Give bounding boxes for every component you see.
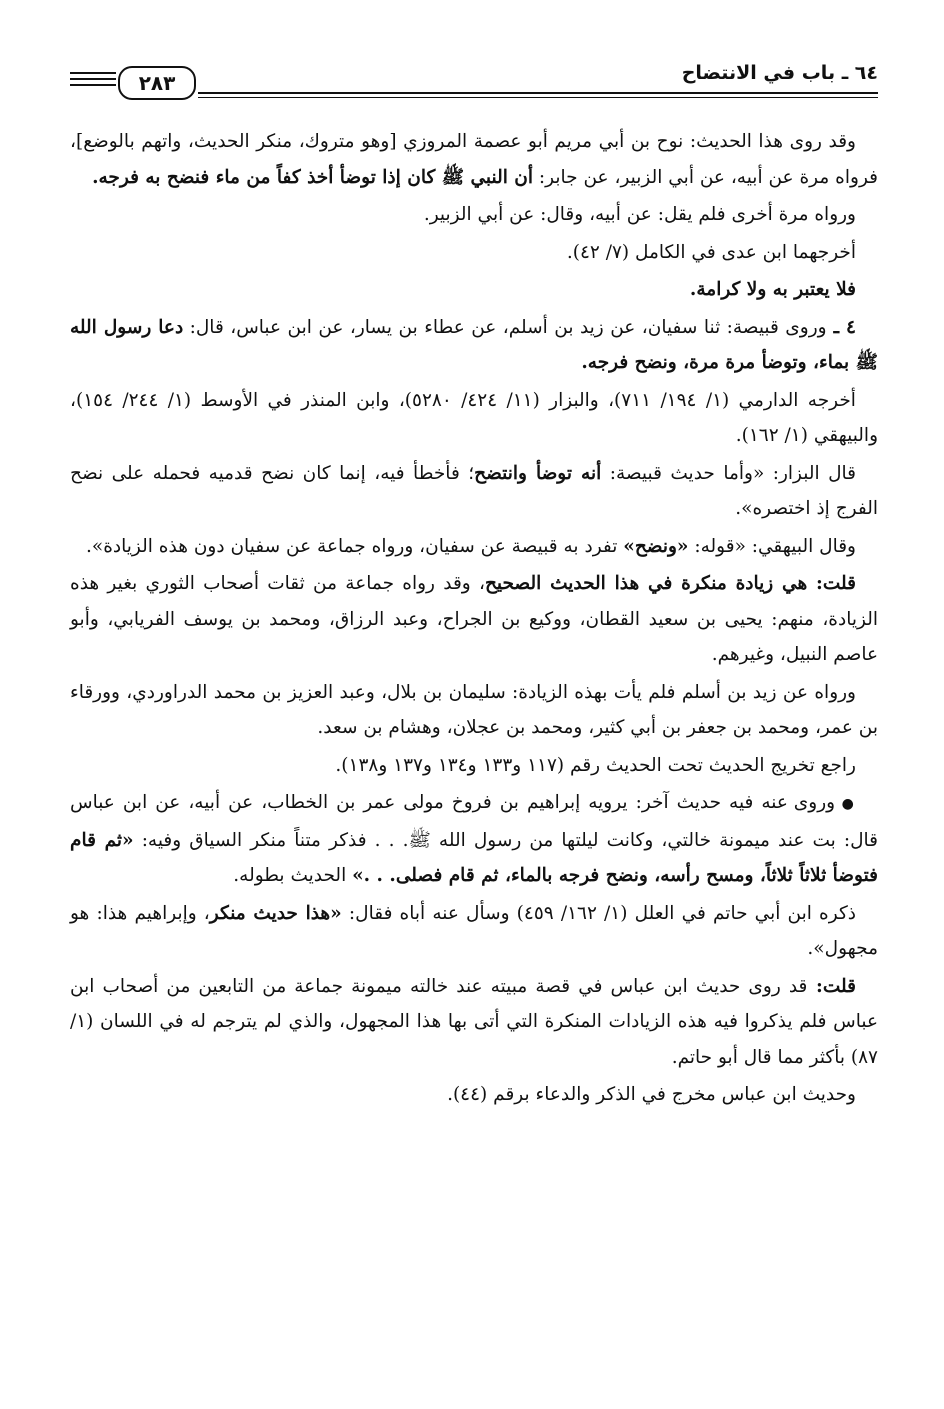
- page-body: [70, 124, 878, 1115]
- text-run: وقال البيهقي: «قوله:: [688, 535, 856, 557]
- header-rule: [198, 92, 878, 98]
- paragraph: [70, 675, 878, 746]
- bold-text: أنه توضأ وانتضح: [474, 462, 602, 484]
- decorative-lines: [70, 72, 116, 90]
- paragraph: [70, 272, 878, 308]
- text-run: ورواه عن زيد بن أسلم فلم يأت بهذه الزيادة: سليمان بن بلال، وعبد العزيز بن محمد الدراوردي، وورقاء بن عمر، ومحمد بن جعفر بن أبي كثير، ومحمد بن عجلان، وهشام بن سعد.: [70, 681, 878, 738]
- bold-text: أن النبي ﷺ كان إذا توضأ أخذ كفاً من ماء فنضح به فرجه.: [92, 166, 534, 188]
- text-run: قد روى حديث ابن عباس في قصة مبيته عند خالته ميمونة جماعة من التابعين من أصحاب ابن عباس فلم يذكروا فيه هذه الزيادات المنكرة التي أتى بها هذا المجهول، والذي لم يترجم له في اللسان (١/ ٨٧) بأكثر مما قال أبو حاتم.: [70, 975, 878, 1068]
- text-run: الحديث بطوله.: [233, 865, 353, 886]
- paragraph: [70, 310, 878, 381]
- bold-text: «هذا حديث منكر: [209, 902, 342, 924]
- text-run: وروى قبيصة: ثنا سفيان، عن زيد بن أسلم، عن عطاء بن يسار، عن ابن عباس، قال:: [183, 316, 827, 338]
- bold-text: «ونضح»: [623, 535, 689, 557]
- text-run: ، وإبراهيم هذا: هو مجهول».: [70, 902, 878, 959]
- text-run: راجع تخريج الحديث تحت الحديث رقم (١١٧ و١٣٣ و١٣٤ و١٣٧ و١٣٨).: [335, 754, 856, 776]
- paragraph: [70, 1077, 878, 1113]
- bold-text: دعا رسول الله ﷺ بماء، وتوضأ مرة مرة، ونضح فرجه.: [70, 316, 878, 373]
- text-run: ؛ فأخطأ فيه، إنما كان نضح قدميه فحمله على نضح الفرج إذ اختصره».: [70, 462, 878, 519]
- paragraph: [70, 197, 878, 233]
- paragraph: [70, 566, 878, 673]
- text-run: وحديث ابن عباس مخرج في الذكر والدعاء برقم (٤٤).: [447, 1084, 856, 1105]
- paragraph: [70, 785, 878, 894]
- paragraph: [70, 896, 878, 967]
- bold-text: ٤ ـ: [826, 316, 856, 338]
- paragraph: [70, 456, 878, 527]
- bullet-icon: ●: [835, 796, 857, 812]
- paragraph: [70, 235, 878, 271]
- text-run: تفرد به قبيصة عن سفيان، ورواه جماعة عن سفيان دون هذه الزيادة».: [86, 535, 624, 557]
- page-header: [70, 58, 878, 108]
- bold-text: «ثم قام فتوضأ ثلاثاً ثلاثاً، ومسح رأسه، ونضح فرجه بالماء، ثم قام فصلى. . .»: [70, 829, 878, 886]
- paragraph: [70, 529, 878, 565]
- text-run: وروى عنه فيه حديث آخر: يرويه إبراهيم بن فروخ مولى عمر بن الخطاب، عن أبيه، عن ابن عباس قال: بت عند ميمونة خالتي، وكانت ليلتها من رسول الله ﷺ. . . فذكر متناً منكر السياق وفيه:: [70, 792, 878, 851]
- paragraph: [70, 748, 878, 784]
- paragraph: [70, 124, 878, 195]
- chapter-title: ٦٤ ـ باب في الانتضاح: [681, 62, 878, 84]
- text-run: ورواه مرة أخرى فلم يقل: عن أبيه، وقال: عن أبي الزبير.: [423, 204, 856, 225]
- text-run: أخرجه الدارمي (١/ ١٩٤/ ٧١١)، والبزار (١١/ ٤٢٤/ ٥٢٨٠)، وابن المنذر في الأوسط (١/ ٢٤٤/ ١٥٤)، والبيهقي (١/ ١٦٢).: [70, 389, 878, 446]
- page-number: ٢٨٣: [118, 66, 196, 100]
- bold-text: قلت:: [807, 975, 857, 997]
- paragraph: [70, 969, 878, 1076]
- text-run: ، وقد رواه جماعة من ثقات أصحاب الثوري بغير هذه الزيادة، منهم: يحيى بن سعيد القطان، ووكيع بن الجراح، وعبد الرزاق، ومحمد بن يوسف الفريابي، وأبو عاصم النبيل، وغيرهم.: [70, 573, 878, 665]
- paragraph: [70, 383, 878, 454]
- bold-text: قلت: هي زيادة منكرة في هذا الحديث الصحيح: [484, 573, 856, 594]
- text-run: وقد روى هذا الحديث: نوح بن أبي مريم أبو عصمة المروزي [وهو متروك، منكر الحديث، واتهم بالوضع]، فرواه مرة عن أبيه، عن أبي الزبير، عن جابر:: [70, 131, 878, 188]
- text-run: ذكره ابن أبي حاتم في العلل (١/ ١٦٢/ ٤٥٩) وسأل عنه أباه فقال:: [341, 902, 856, 924]
- bold-text: فلا يعتبر به ولا كرامة.: [689, 279, 856, 300]
- text-run: أخرجهما ابن عدى في الكامل (٧/ ٤٢).: [566, 241, 856, 263]
- text-run: قال البزار: «وأما حديث قبيصة:: [601, 462, 856, 484]
